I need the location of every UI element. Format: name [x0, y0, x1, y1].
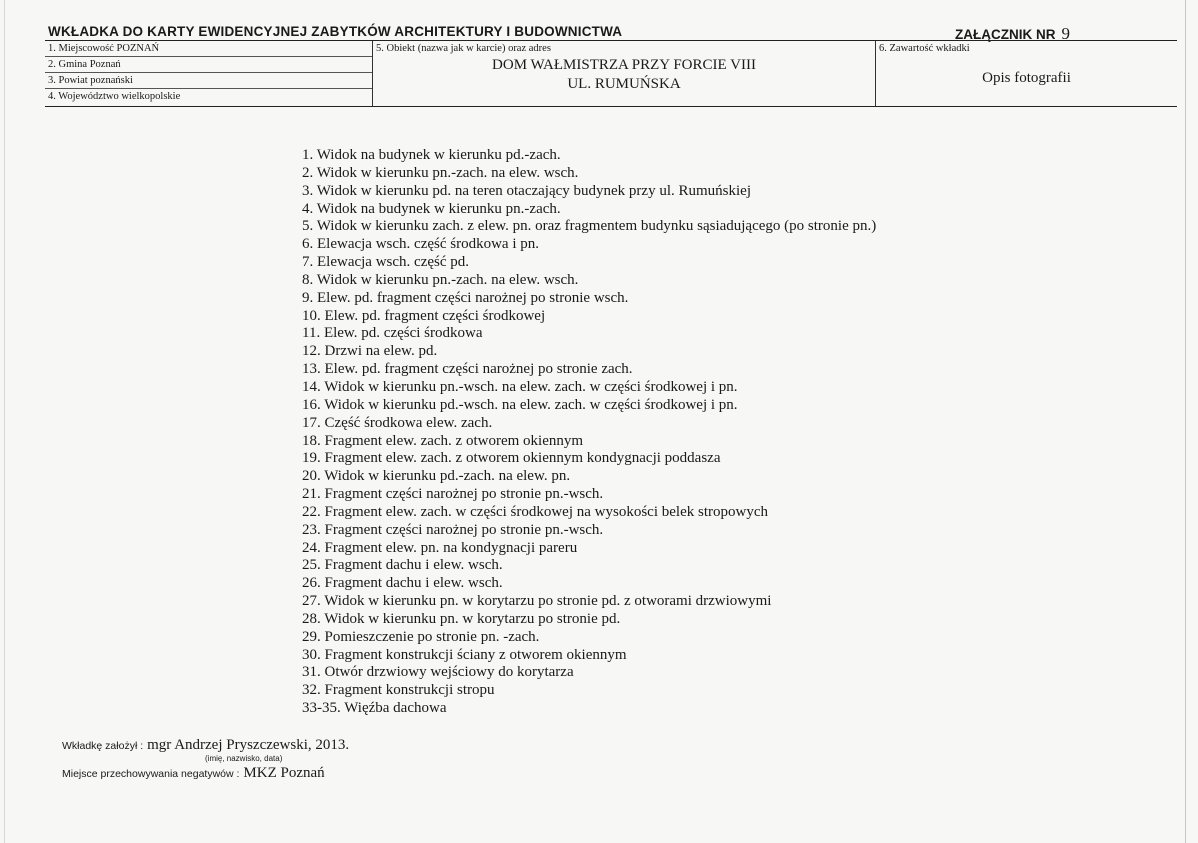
location-row: 1. Miejscowość POZNAŃ: [45, 41, 372, 57]
list-item: 11. Elew. pd. części środkowa: [302, 325, 483, 342]
list-item: 31. Otwór drzwiowy wejściowy do korytarza: [302, 664, 574, 681]
location-row: 3. Powiat poznański: [45, 73, 372, 89]
storage-line: [62, 764, 325, 782]
list-item: 26. Fragment dachu i elew. wsch.: [302, 575, 503, 592]
storage-value: MKZ Poznań: [243, 765, 325, 781]
content-value: Opis fotografii: [982, 70, 1071, 86]
author-line: [62, 736, 349, 754]
list-item: 9. Elew. pd. fragment części narożnej po stronie wsch.: [302, 289, 629, 306]
content-field: [876, 41, 1177, 106]
content-caption: 6. Zawartość wkładki: [879, 43, 970, 54]
list-item: 27. Widok w kierunku pn. w korytarzu po stronie pd. z otworami drzwiowymi: [302, 593, 772, 610]
list-item: 25. Fragment dachu i elew. wsch.: [302, 557, 503, 574]
list-item: 33-35. Więźba dachowa: [302, 700, 447, 717]
list-item: 19. Fragment elew. zach. z otworem okiennym kondygnacji poddasza: [302, 450, 721, 467]
list-item: 20. Widok w kierunku pd.-zach. na elew. pn.: [302, 468, 571, 485]
annex-number: 9: [1061, 24, 1070, 43]
list-item: 3. Widok w kierunku pd. na teren otaczający budynek przy ul. Rumuńskiej: [302, 182, 752, 199]
list-item: 24. Fragment elew. pn. na kondygnacji pareru: [302, 539, 578, 556]
list-item: 5. Widok w kierunku zach. z elew. pn. oraz fragmentem budynku sąsiadującego (po stronie pn.): [302, 218, 877, 235]
list-item: 18. Fragment elew. zach. z otworem okiennym: [302, 432, 584, 449]
author-note: (imię, nazwisko, data): [205, 754, 283, 763]
list-item: 23. Fragment części narożnej po stronie pn.-wsch.: [302, 521, 604, 538]
list-item: 1. Widok na budynek w kierunku pd.-zach.: [302, 147, 561, 163]
document-title: WKŁADKA DO KARTY EWIDENCYJNEJ ZABYTKÓW ARCHITEKTURY I BUDOWNICTWA: [48, 24, 623, 39]
photo-description-list: [302, 147, 876, 718]
list-item: 6. Elewacja wsch. część środkowa i pn.: [302, 236, 539, 253]
location-row: 2. Gmina Poznań: [45, 57, 372, 73]
object-address: UL. RUMUŃSKA: [567, 76, 681, 92]
list-item: 7. Elewacja wsch. część pd.: [302, 254, 470, 271]
list-item: 28. Widok w kierunku pn. w korytarzu po stronie pd.: [302, 610, 621, 627]
list-item: 32. Fragment konstrukcji stropu: [302, 682, 495, 699]
list-item: 29. Pomieszczenie po stronie pn. -zach.: [302, 628, 540, 645]
list-item: 30. Fragment konstrukcji ściany z otworem okiennym: [302, 646, 627, 663]
scan-edge-right: [1185, 0, 1186, 843]
storage-label: Miejsce przechowywania negatywów :: [62, 768, 240, 780]
list-item: 13. Elew. pd. fragment części narożnej po stronie zach.: [302, 361, 633, 378]
list-item: 4. Widok na budynek w kierunku pn.-zach.: [302, 200, 561, 217]
list-item: 16. Widok w kierunku pd.-wsch. na elew. zach. w części środkowej i pn.: [302, 396, 738, 413]
list-item: 14. Widok w kierunku pn.-wsch. na elew. zach. w części środkowej i pn.: [302, 378, 738, 395]
list-item: 12. Drzwi na elew. pd.: [302, 343, 438, 360]
list-item: 10. Elew. pd. fragment części środkowej: [302, 307, 546, 324]
location-fields: [45, 41, 373, 106]
list-item: 2. Widok w kierunku pn.-zach. na elew. wsch.: [302, 164, 579, 181]
annex-label: ZAŁĄCZNIK NR: [955, 27, 1056, 42]
list-item: 8. Widok w kierunku pn.-zach. na elew. wsch.: [302, 271, 579, 288]
header-form: [45, 40, 1177, 107]
object-caption: 5. Obiekt (nazwa jak w karcie) oraz adres: [376, 43, 551, 54]
list-item: 17. Część środkowa elew. zach.: [302, 414, 493, 431]
author-label: Wkładkę założył :: [62, 740, 144, 752]
list-item: 21. Fragment części narożnej po stronie pn.-wsch.: [302, 486, 604, 503]
scan-edge-left: [4, 0, 5, 843]
object-name: DOM WAŁMISTRZA PRZY FORCIE VIII: [492, 57, 756, 73]
object-field: [373, 41, 876, 106]
author-value: mgr Andrzej Pryszczewski, 2013.: [147, 737, 350, 753]
list-item: 22. Fragment elew. zach. w części środkowej na wysokości belek stropowych: [302, 503, 768, 520]
location-row: 4. Województwo wielkopolskie: [48, 91, 181, 102]
